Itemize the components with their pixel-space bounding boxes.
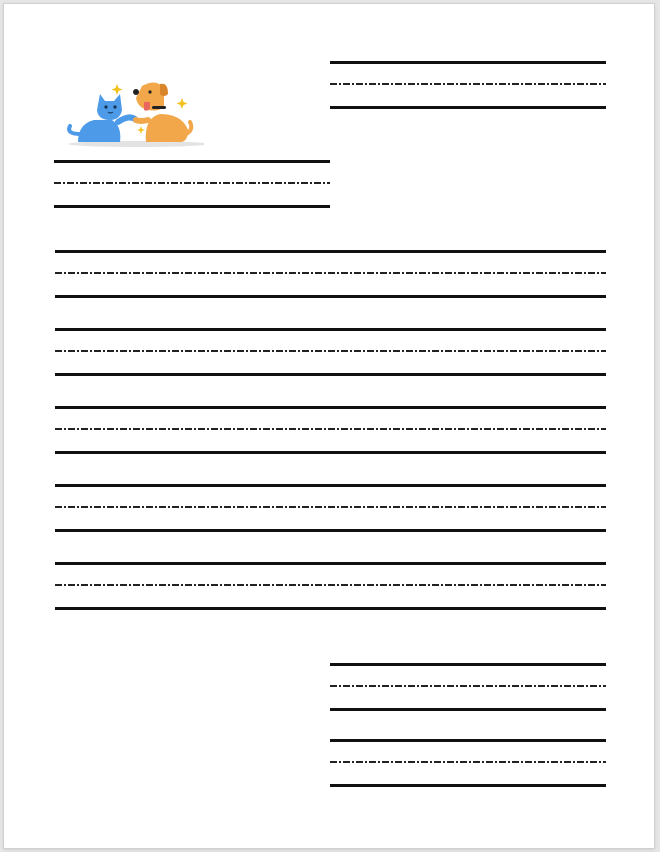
midline: [330, 685, 606, 687]
headline: [55, 562, 606, 565]
writing-line-header-left[interactable]: [54, 160, 330, 208]
headline: [55, 406, 606, 409]
midline: [55, 506, 606, 508]
midline: [54, 182, 330, 184]
headline: [55, 484, 606, 487]
document-page: [4, 4, 654, 848]
baseline: [55, 529, 606, 532]
cat-and-dog-high-five-icon: [64, 74, 204, 150]
writing-line-body-3[interactable]: [55, 406, 606, 454]
headline: [55, 328, 606, 331]
headline: [330, 739, 606, 742]
midline: [55, 350, 606, 352]
baseline: [54, 205, 330, 208]
writing-line-body-4[interactable]: [55, 484, 606, 532]
baseline: [330, 784, 606, 787]
midline: [330, 83, 606, 85]
baseline: [330, 106, 606, 109]
midline: [55, 272, 606, 274]
midline: [55, 584, 606, 586]
baseline: [330, 708, 606, 711]
baseline: [55, 607, 606, 610]
headline: [55, 250, 606, 253]
midline: [55, 428, 606, 430]
writing-line-closing-1[interactable]: [330, 663, 606, 711]
writing-line-closing-2[interactable]: [330, 739, 606, 787]
baseline: [55, 295, 606, 298]
headline: [330, 61, 606, 64]
baseline: [55, 373, 606, 376]
midline: [330, 761, 606, 763]
headline: [54, 160, 330, 163]
writing-line-body-5[interactable]: [55, 562, 606, 610]
writing-line-header-right[interactable]: [330, 61, 606, 109]
writing-line-body-2[interactable]: [55, 328, 606, 376]
baseline: [55, 451, 606, 454]
headline: [330, 663, 606, 666]
writing-line-body-1[interactable]: [55, 250, 606, 298]
